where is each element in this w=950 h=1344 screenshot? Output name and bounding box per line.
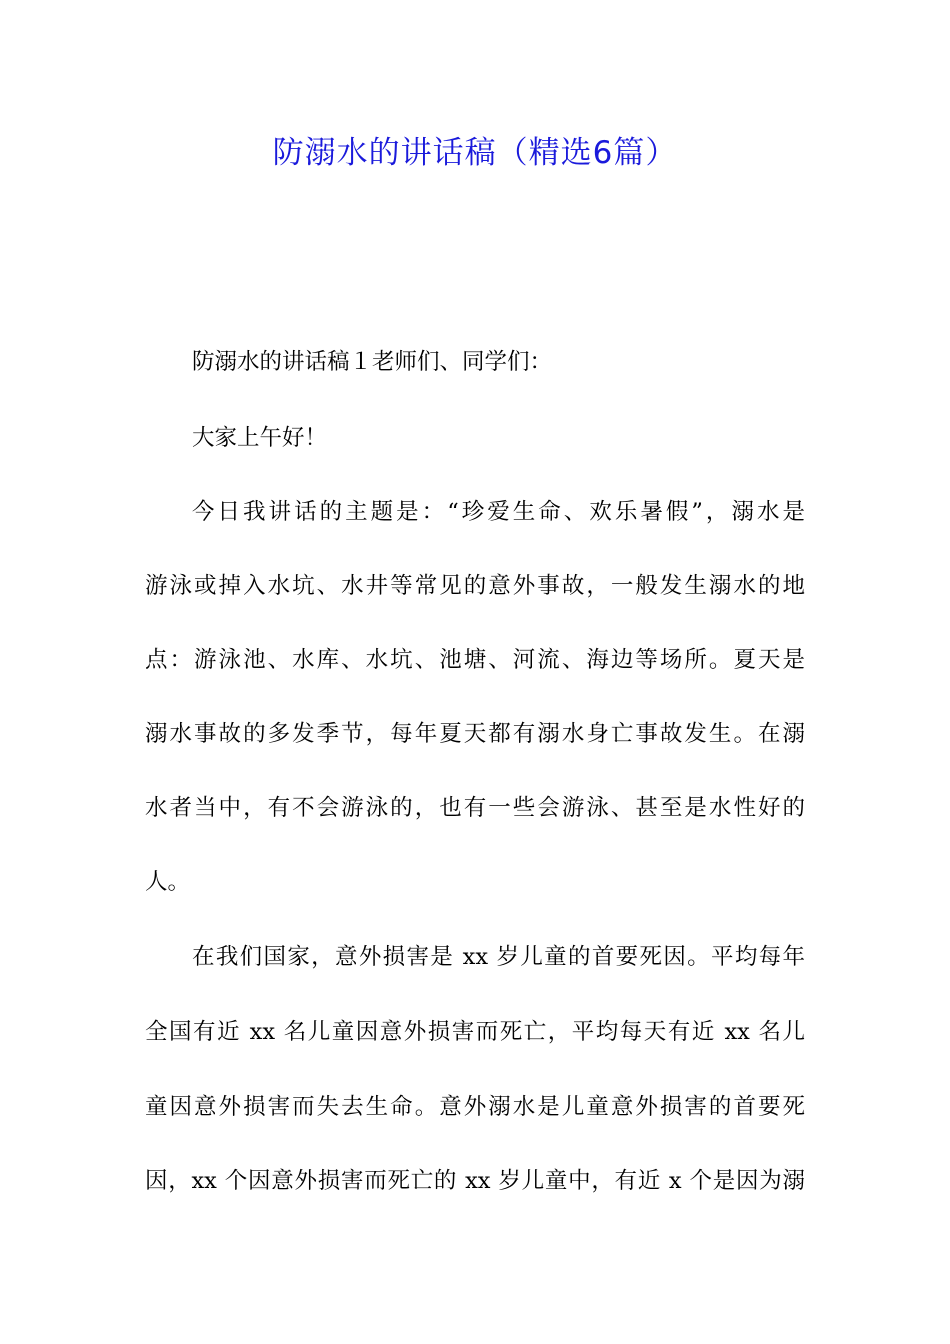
paragraph-line: 防溺水的讲话稿１老师们、同学们： <box>192 349 553 375</box>
paragraph-line: 童因意外损害而失去生命。意外溺水是儿童意外损害的首要死 <box>145 1094 805 1120</box>
paragraph-line: 大家上午好！ <box>192 425 328 451</box>
paragraph-line: 人。 <box>145 869 191 895</box>
document-title: 防溺水的讲话稿（精选6篇） <box>272 135 678 171</box>
paragraph-line: 点：游泳池、水库、水坑、池塘、河流、海边等场所。夏天是 <box>145 647 805 673</box>
paragraph-line: 游泳或掉入水坑、水井等常见的意外事故，一般发生溺水的地 <box>145 573 805 599</box>
paragraph-line: 今日我讲话的主题是：“珍爱生命、欢乐暑假”，溺水是 <box>192 499 805 525</box>
paragraph-line: 全国有近 xx 名儿童因意外损害而死亡，平均每天有近 xx 名儿 <box>145 1019 805 1045</box>
paragraph-line: 因，xx 个因意外损害而死亡的 xx 岁儿童中，有近 x 个是因为溺 <box>145 1168 805 1194</box>
paragraph-line: 溺水事故的多发季节，每年夏天都有溺水身亡事故发生。在溺 <box>145 721 805 747</box>
paragraph-line: 水者当中，有不会游泳的，也有一些会游泳、甚至是水性好的 <box>145 795 805 821</box>
paragraph-line: 在我们国家，意外损害是 xx 岁儿童的首要死因。平均每年 <box>192 944 805 970</box>
